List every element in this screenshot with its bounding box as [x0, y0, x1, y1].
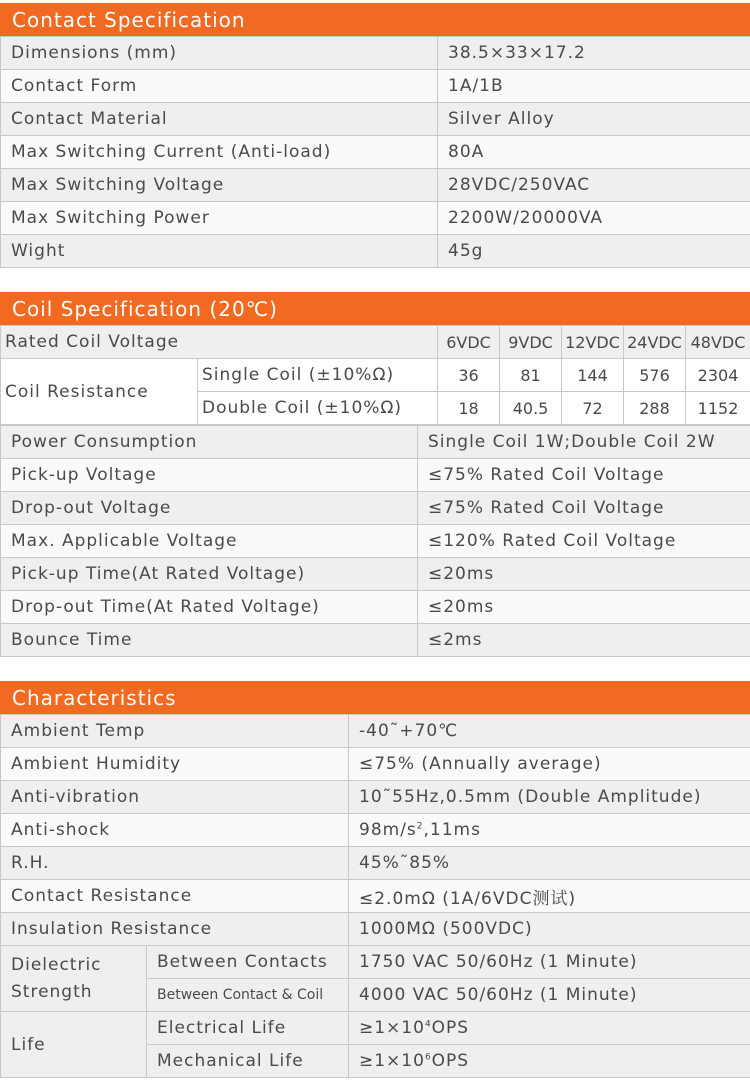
contact-specification-section [0, 3, 750, 268]
value-superscript: 4 [424, 1019, 432, 1030]
table-row [1, 946, 750, 979]
spec-label: Anti-vibration [1, 781, 349, 814]
contact-specification-table [0, 36, 750, 268]
spec-label: Electrical Life [147, 1012, 349, 1045]
table-row [1, 880, 750, 913]
spec-label: Max Switching Power [1, 202, 438, 235]
spec-label: Wight [1, 235, 438, 268]
table-row [1, 459, 750, 492]
spec-value: ≤2.0mΩ (1A/6VDC测试) [349, 880, 750, 913]
resistance-value: 288 [624, 392, 686, 425]
spec-value: 80A [438, 136, 750, 169]
voltage-header: 24VDC [624, 326, 686, 359]
spec-value: ≤120% Rated Coil Voltage [418, 525, 750, 558]
spec-label: Pick-up Time(At Rated Voltage) [1, 558, 418, 591]
spec-label: Ambient Humidity [1, 748, 349, 781]
spec-label: Bounce Time [1, 624, 418, 657]
table-row [1, 359, 750, 392]
table-row [1, 847, 750, 880]
spec-value [349, 814, 750, 847]
value-superscript: 2 [416, 821, 424, 832]
resistance-value: 2304 [686, 359, 750, 392]
table-row [1, 781, 750, 814]
spec-value: 28VDC/250VAC [438, 169, 750, 202]
table-row [1, 558, 750, 591]
table-row [1, 326, 750, 359]
spec-value: Single Coil 1W;Double Coil 2W [418, 426, 750, 459]
spec-value: ≤75% Rated Coil Voltage [418, 459, 750, 492]
spec-label: Max Switching Voltage [1, 169, 438, 202]
spec-label: R.H. [1, 847, 349, 880]
coil-resistance-table [0, 325, 750, 425]
characteristics-table [0, 714, 750, 1078]
resistance-value: 40.5 [500, 392, 562, 425]
spec-label: Drop-out Voltage [1, 492, 418, 525]
table-row [1, 1012, 750, 1045]
resistance-value: 72 [562, 392, 624, 425]
table-row [1, 37, 750, 70]
table-row [1, 136, 750, 169]
spec-label: Between Contacts [147, 946, 349, 979]
spec-value: 1000MΩ (500VDC) [349, 913, 750, 946]
table-row [1, 913, 750, 946]
spec-value: 2200W/20000VA [438, 202, 750, 235]
single-coil-label: Single Coil (±10%Ω) [198, 359, 438, 392]
voltage-header: 6VDC [438, 326, 500, 359]
characteristics-header: Characteristics [0, 681, 750, 714]
table-row [1, 591, 750, 624]
voltage-header: 9VDC [500, 326, 562, 359]
coil-specification-section [0, 292, 750, 657]
double-coil-label: Double Coil (±10%Ω) [198, 392, 438, 425]
spec-label: Dimensions (mm) [1, 37, 438, 70]
spec-value: 38.5×33×17.2 [438, 37, 750, 70]
resistance-value: 1152 [686, 392, 750, 425]
spec-value: 1750 VAC 50/60Hz (1 Minute) [349, 946, 750, 979]
spec-value: ≤20ms [418, 591, 750, 624]
spec-value: ≤75% Rated Coil Voltage [418, 492, 750, 525]
spec-label: Max Switching Current (Anti-load) [1, 136, 438, 169]
resistance-value: 18 [438, 392, 500, 425]
table-row [1, 748, 750, 781]
value-text: ≥1×10 [359, 1018, 425, 1038]
spec-label: Ambient Temp [1, 715, 349, 748]
table-row [1, 235, 750, 268]
spec-label: Contact Material [1, 103, 438, 136]
spec-value: 4000 VAC 50/60Hz (1 Minute) [349, 979, 750, 1012]
contact-specification-header: Contact Specification [0, 3, 750, 36]
spec-label: Insulation Resistance [1, 913, 349, 946]
resistance-value: 144 [562, 359, 624, 392]
spec-label: Power Consumption [1, 426, 418, 459]
dielectric-strength-label: Dielectric Strength [1, 946, 147, 1012]
table-row [1, 624, 750, 657]
spec-value: 10˜55Hz,0.5mm (Double Amplitude) [349, 781, 750, 814]
voltage-header: 12VDC [562, 326, 624, 359]
spec-value: 45g [438, 235, 750, 268]
value-superscript: 6 [424, 1052, 432, 1063]
rated-coil-voltage-label: Rated Coil Voltage [1, 326, 438, 359]
spec-value: ≤2ms [418, 624, 750, 657]
table-row [1, 814, 750, 847]
spec-value: 1A/1B [438, 70, 750, 103]
spec-label: Max. Applicable Voltage [1, 525, 418, 558]
spec-label: Contact Form [1, 70, 438, 103]
resistance-value: 81 [500, 359, 562, 392]
table-row [1, 525, 750, 558]
life-label: Life [1, 1012, 147, 1078]
value-text: OPS [431, 1051, 470, 1071]
table-row [1, 169, 750, 202]
spec-value [349, 1045, 750, 1078]
spec-label: Between Contact & Coil [147, 979, 349, 1012]
spec-label: Mechanical Life [147, 1045, 349, 1078]
table-row [1, 492, 750, 525]
resistance-value: 576 [624, 359, 686, 392]
coil-specification-table [0, 425, 750, 657]
table-row [1, 715, 750, 748]
spec-value: ≤20ms [418, 558, 750, 591]
value-text: ≥1×10 [359, 1051, 425, 1071]
spec-label: Anti-shock [1, 814, 349, 847]
table-row [1, 202, 750, 235]
table-row [1, 70, 750, 103]
table-row [1, 426, 750, 459]
table-row [1, 103, 750, 136]
spec-value: 45%˜85% [349, 847, 750, 880]
value-text: ,11ms [423, 820, 481, 840]
resistance-value: 36 [438, 359, 500, 392]
characteristics-section [0, 681, 750, 1078]
value-text: 98m/s [359, 820, 417, 840]
value-text: OPS [431, 1018, 470, 1038]
spec-label: Contact Resistance [1, 880, 349, 913]
voltage-header: 48VDC [686, 326, 750, 359]
spec-label: Pick-up Voltage [1, 459, 418, 492]
spec-label: Drop-out Time(At Rated Voltage) [1, 591, 418, 624]
coil-specification-header: Coil Specification (20℃) [0, 292, 750, 325]
spec-value: Silver Alloy [438, 103, 750, 136]
spec-value: -40˜+70℃ [349, 715, 750, 748]
spec-value [349, 1012, 750, 1045]
coil-resistance-label: Coil Resistance [1, 359, 198, 425]
spec-value: ≤75% (Annually average) [349, 748, 750, 781]
